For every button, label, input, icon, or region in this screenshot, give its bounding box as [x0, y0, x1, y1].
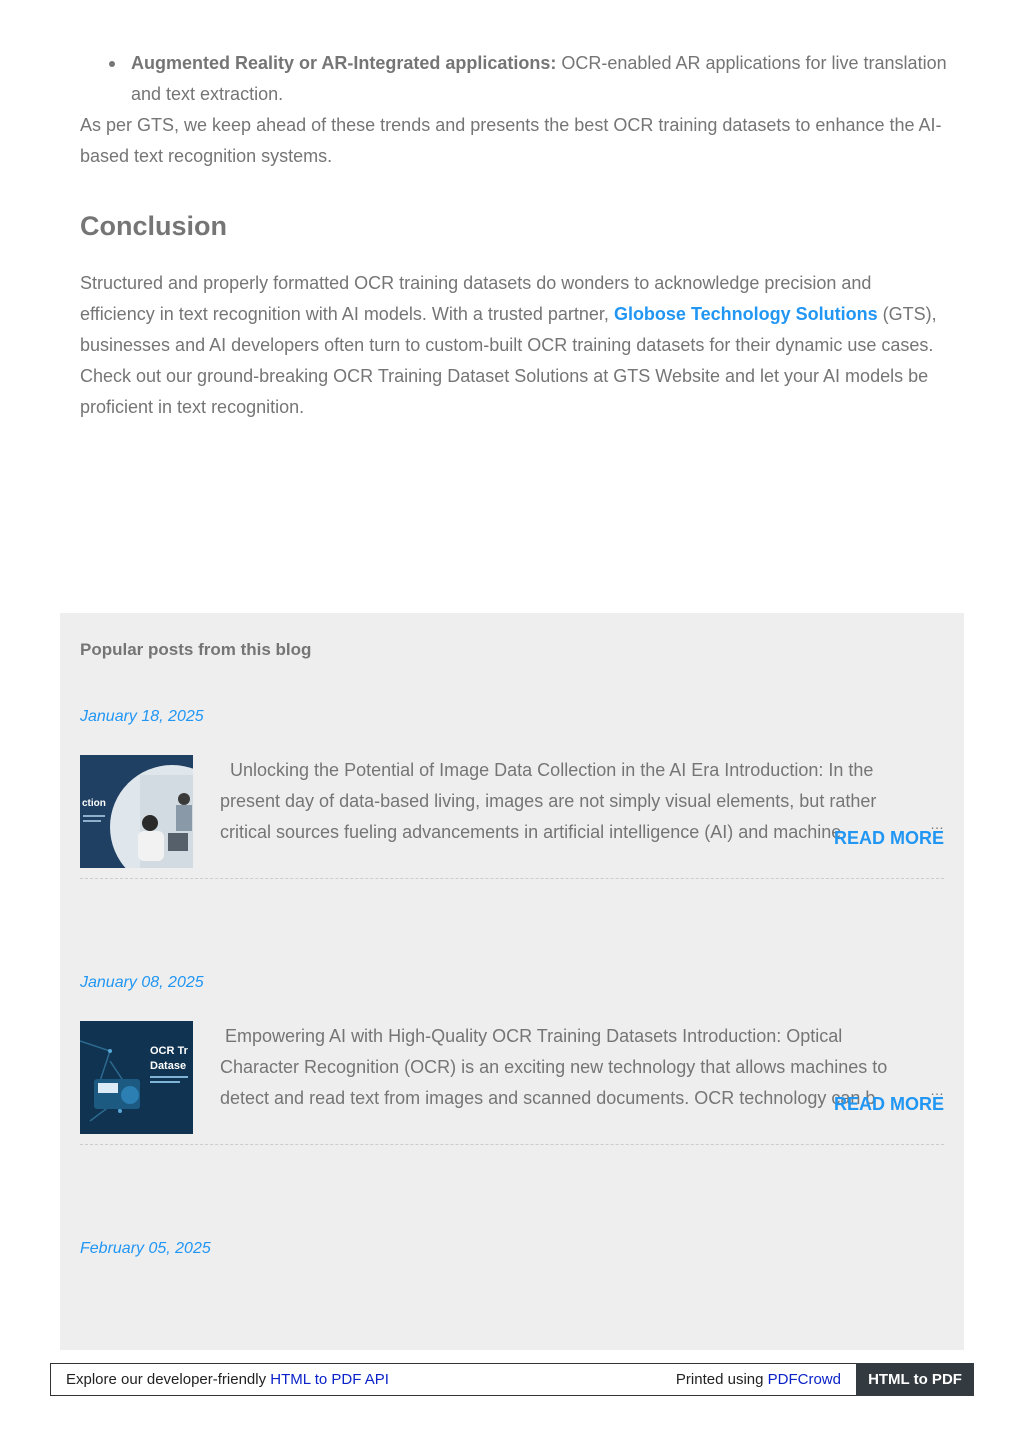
- bullet-term: Augmented Reality or AR-Integrated applications:: [131, 53, 557, 73]
- svg-text:OCR Tr: OCR Tr: [150, 1045, 188, 1057]
- post-date[interactable]: January 18, 2025: [80, 708, 204, 725]
- list-item: [131, 48, 950, 110]
- bullet-dot-icon: [109, 61, 115, 67]
- svg-text:Datase: Datase: [150, 1060, 187, 1072]
- html-to-pdf-button[interactable]: HTML to PDF: [856, 1363, 974, 1396]
- post-item: [80, 1240, 944, 1260]
- footer-promo-text: Explore our developer-friendly: [66, 1371, 271, 1388]
- post-thumbnail[interactable]: [80, 755, 193, 868]
- footer-promo: [66, 1371, 389, 1388]
- svg-text:ction: ction: [82, 798, 106, 809]
- paragraph: As per GTS, we keep ahead of these trends and presents the best OCR training datasets to enhance the AI-based text recognition systems.: [80, 115, 942, 166]
- divider: [80, 1144, 944, 1145]
- read-more-link[interactable]: READ MORE: [833, 1094, 944, 1114]
- popular-posts-heading: Popular posts from this blog: [80, 640, 312, 659]
- pdf-footer-bar: [50, 1363, 974, 1396]
- post-thumbnail[interactable]: [80, 1021, 193, 1134]
- divider: [80, 878, 944, 879]
- bullet-text: OCR-enabled AR applications for live translation and text extraction.: [131, 53, 947, 104]
- gts-link[interactable]: Globose Technology Solutions: [613, 304, 878, 324]
- section-heading: Conclusion: [80, 211, 227, 241]
- post-snippet: Unlocking the Potential of Image Data Collection in the AI Era Introduction: In the present day of data-based living, images are not simply visual elements, but rather critical sources fueling advancements in artificial intelligence (AI) and machine: [220, 760, 877, 842]
- conclusion-text-after: (GTS), businesses and AI developers often turn to custom-built OCR training datasets for their dynamic use cases.: [80, 304, 937, 355]
- post-date[interactable]: February 05, 2025: [80, 1240, 211, 1257]
- image-data-thumbnail-icon: [80, 755, 193, 868]
- read-more-link[interactable]: READ MORE: [833, 828, 944, 848]
- conclusion-text-before: Structured and properly formatted OCR training datasets do wonders to acknowledge precision and efficiency in text recognition with AI models. With a trusted partner,: [80, 273, 872, 324]
- popular-posts-panel: [60, 613, 964, 1350]
- article-body: [80, 48, 950, 423]
- footer-printed-using: [676, 1371, 841, 1388]
- conclusion-paragraph-2: Check out our ground-breaking OCR Training Dataset Solutions at GTS Website and let your AI models be proficient in text recognition.: [80, 366, 929, 417]
- pdfcrowd-link[interactable]: PDFCrowd: [767, 1371, 841, 1388]
- conclusion-paragraph: [80, 268, 950, 361]
- ellipsis-icon: …: [930, 1082, 944, 1098]
- bullet-list: [80, 48, 950, 110]
- html-to-pdf-api-link[interactable]: HTML to PDF API: [270, 1371, 389, 1388]
- post-item: [80, 974, 944, 1114]
- post-item: [80, 708, 944, 848]
- ocr-dataset-thumbnail-icon: [80, 1021, 193, 1134]
- footer-printed-text: Printed using: [675, 1371, 768, 1388]
- post-date[interactable]: January 08, 2025: [80, 974, 204, 991]
- ellipsis-icon: …: [930, 816, 944, 832]
- post-snippet: Empowering AI with High-Quality OCR Training Datasets Introduction: Optical Character Recognition (OCR) is an exciting new technology that allows machines to detect and read text from images and scanned documents. OCR technology can b: [220, 1026, 888, 1108]
